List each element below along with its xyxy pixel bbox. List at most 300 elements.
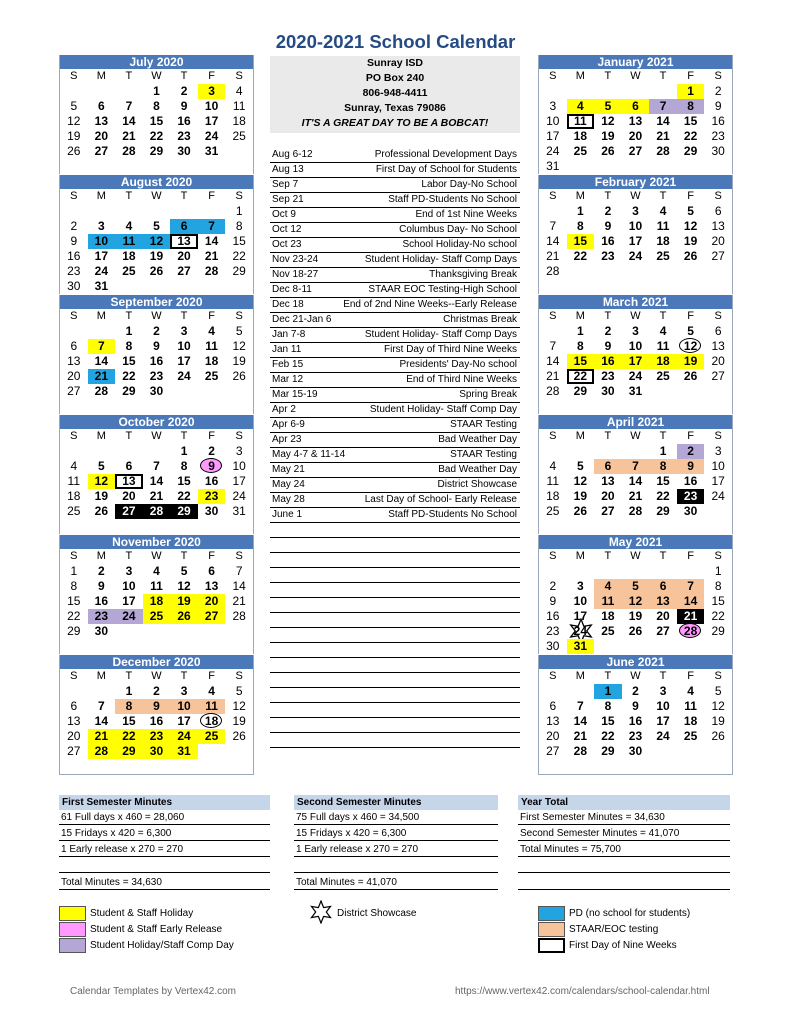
blank-event-line: [270, 642, 520, 643]
day-number: 12: [683, 339, 698, 353]
month-header: January 2021: [539, 55, 732, 69]
day-number: 2: [208, 444, 215, 458]
day-number: 9: [153, 339, 160, 353]
weekday-label: S: [714, 550, 722, 562]
day-cell: [60, 399, 88, 414]
day-number: 22: [67, 609, 81, 623]
day-cell: [704, 459, 732, 474]
day-cell: [649, 249, 677, 264]
day-number: 13: [628, 114, 643, 128]
day-cell: [143, 594, 171, 609]
day-cell: [704, 279, 732, 294]
day-number: 6: [70, 699, 78, 713]
day-number: 25: [122, 264, 136, 278]
day-cell: [88, 444, 116, 459]
day-cell: [115, 639, 143, 654]
day-cell: [170, 624, 198, 639]
day-cell: [198, 219, 226, 234]
day-cell: [88, 234, 116, 249]
day-cell: [567, 354, 595, 369]
day-number: 30: [67, 279, 81, 293]
weekday-label: S: [70, 70, 78, 82]
day-number: 22: [122, 729, 136, 743]
day-cell: [677, 279, 705, 294]
day-cell: [567, 519, 595, 534]
day-cell: [198, 504, 226, 519]
day-cell: [60, 489, 88, 504]
day-cell: [115, 564, 143, 579]
day-cell: [594, 264, 622, 279]
day-number: 29: [67, 624, 81, 638]
day-cell: [225, 744, 253, 759]
summary-row: Total Minutes = 75,700: [518, 842, 730, 857]
day-number: 23: [94, 609, 109, 623]
day-cell: [60, 204, 88, 219]
day-number: 13: [711, 339, 725, 353]
day-number: 21: [94, 729, 109, 743]
summary-row: [59, 858, 270, 873]
day-cell: [567, 219, 595, 234]
day-cell: [539, 84, 567, 99]
day-number: 7: [549, 339, 557, 353]
day-number: 1: [687, 84, 694, 98]
day-number: 15: [601, 714, 615, 728]
week-row: [539, 579, 732, 594]
blank-event-line: [270, 732, 520, 733]
event-description: Staff PD-Students No School: [388, 194, 517, 205]
day-number: 18: [232, 114, 246, 128]
day-cell: [115, 249, 143, 264]
weekday-label: T: [180, 190, 188, 202]
blank-event-line: [270, 582, 520, 583]
event-description: Student Holiday- Staff Comp Days: [364, 254, 517, 265]
day-cell: [143, 114, 171, 129]
day-cell: [88, 519, 116, 534]
day-number: 15: [177, 474, 191, 488]
day-number: 8: [180, 459, 188, 473]
day-cell: [677, 594, 705, 609]
month-header: December 2020: [60, 655, 253, 669]
day-number: 25: [149, 609, 164, 623]
week-row: [60, 99, 253, 114]
weekday-label: T: [180, 70, 188, 82]
day-cell: [704, 729, 732, 744]
day-number: 31: [94, 279, 109, 293]
day-cell: [88, 684, 116, 699]
event-date: June 1: [272, 509, 303, 520]
day-cell: [567, 339, 595, 354]
day-number: 7: [235, 564, 243, 578]
day-cell: [594, 324, 622, 339]
day-cell: [198, 159, 226, 174]
day-cell: [567, 144, 595, 159]
weekday-label: M: [96, 190, 106, 202]
day-cell: [88, 159, 116, 174]
day-number: 6: [208, 564, 215, 578]
weekday-label: S: [235, 430, 243, 442]
day-cell: [567, 324, 595, 339]
day-number: 14: [628, 474, 643, 488]
day-cell: [170, 699, 198, 714]
day-cell: [622, 624, 650, 639]
day-cell: [677, 639, 705, 654]
day-number: 4: [70, 459, 78, 473]
day-number: 9: [98, 579, 105, 593]
legend-comp-swatch: [59, 938, 86, 953]
day-cell: [198, 759, 226, 774]
day-cell: [567, 399, 595, 414]
day-number: 10: [204, 99, 219, 113]
day-cell: [115, 369, 143, 384]
day-cell: [88, 324, 116, 339]
summary-row: 1 Early release x 270 = 270: [59, 842, 270, 857]
day-number: 19: [601, 129, 615, 143]
day-cell: [594, 99, 622, 114]
day-cell: [198, 324, 226, 339]
event-description: End of 2nd Nine Weeks--Early Release: [343, 299, 517, 310]
day-number: 13: [67, 714, 81, 728]
day-cell: [594, 579, 622, 594]
event-row: [270, 327, 520, 343]
day-cell: [594, 234, 622, 249]
summary-row: First Semester Minutes = 34,630: [518, 810, 730, 825]
event-description: First Day of School for Students: [375, 164, 517, 175]
day-number: 5: [235, 684, 243, 698]
day-cell: [170, 684, 198, 699]
day-cell: [622, 729, 650, 744]
day-number: 18: [656, 354, 670, 368]
day-number: 6: [714, 324, 722, 338]
day-cell: [539, 684, 567, 699]
day-cell: [539, 459, 567, 474]
weekday-label: F: [687, 430, 694, 442]
weekday-label: W: [151, 190, 162, 202]
day-cell: [143, 684, 171, 699]
day-cell: [115, 699, 143, 714]
week-row: [539, 114, 732, 129]
day-cell: [60, 354, 88, 369]
day-cell: [539, 714, 567, 729]
day-cell: [225, 99, 253, 114]
day-cell: [143, 759, 171, 774]
day-cell: [60, 459, 88, 474]
day-cell: [677, 609, 705, 624]
day-number: 5: [604, 99, 612, 113]
day-number: 30: [601, 384, 615, 398]
day-cell: [88, 624, 116, 639]
event-date: Apr 2: [272, 404, 296, 415]
day-cell: [594, 114, 622, 129]
day-cell: [225, 144, 253, 159]
day-number: 4: [659, 324, 667, 338]
summary-row: 75 Full days x 460 = 34,500: [294, 810, 498, 825]
day-number: 1: [659, 444, 667, 458]
legend-pd-swatch: [538, 906, 565, 921]
day-number: 13: [94, 114, 109, 128]
day-cell: [567, 114, 595, 129]
weekday-label: M: [96, 550, 106, 562]
day-number: 12: [601, 114, 615, 128]
day-cell: [622, 684, 650, 699]
day-number: 21: [683, 609, 698, 623]
day-number: 8: [153, 99, 160, 113]
day-number: 4: [125, 219, 133, 233]
day-number: 4: [687, 684, 694, 698]
blank-event-line: [270, 597, 520, 598]
day-cell: [594, 624, 622, 639]
day-cell: [594, 699, 622, 714]
week-row: [539, 489, 732, 504]
month-header: August 2020: [60, 175, 253, 189]
day-cell: [170, 279, 198, 294]
day-number: 15: [573, 354, 588, 368]
day-number: 28: [656, 144, 670, 158]
day-cell: [649, 759, 677, 774]
day-cell: [539, 594, 567, 609]
day-number: 27: [67, 384, 81, 398]
event-description: STAAR EOC Testing-High School: [368, 284, 517, 295]
day-number: 22: [711, 609, 725, 623]
day-cell: [60, 99, 88, 114]
day-cell: [539, 504, 567, 519]
week-row: [539, 324, 732, 339]
day-cell: [170, 519, 198, 534]
day-number: 9: [180, 99, 188, 113]
day-cell: [60, 84, 88, 99]
day-number: 31: [177, 744, 191, 758]
day-cell: [143, 159, 171, 174]
day-number: 26: [149, 264, 164, 278]
day-cell: [143, 609, 171, 624]
day-cell: [649, 639, 677, 654]
day-number: 21: [122, 129, 136, 143]
day-cell: [143, 99, 171, 114]
day-cell: [60, 504, 88, 519]
day-number: 2: [687, 444, 694, 458]
legend-showcase-label: District Showcase: [337, 908, 417, 919]
day-cell: [622, 339, 650, 354]
summary-row: 1 Early release x 270 = 270: [294, 842, 498, 857]
week-row: [539, 504, 732, 519]
day-number: 4: [208, 684, 215, 698]
day-number: 18: [683, 714, 698, 728]
day-cell: [622, 399, 650, 414]
day-number: 26: [67, 144, 81, 158]
event-description: Bad Weather Day: [438, 434, 517, 445]
week-row: [60, 564, 253, 579]
day-number: 12: [573, 474, 588, 488]
day-number: 23: [628, 729, 643, 743]
day-cell: [649, 279, 677, 294]
day-number: 30: [177, 144, 191, 158]
day-cell: [539, 219, 567, 234]
day-number: 19: [94, 489, 109, 503]
day-cell: [170, 219, 198, 234]
day-cell: [704, 759, 732, 774]
day-cell: [539, 249, 567, 264]
month-december-2020: [59, 655, 254, 775]
day-number: 27: [67, 744, 81, 758]
day-cell: [704, 489, 732, 504]
day-number: 1: [180, 444, 188, 458]
event-date: May 24: [272, 479, 305, 490]
day-cell: [677, 519, 705, 534]
day-number: 1: [714, 564, 722, 578]
event-description: Thanksgiving Break: [429, 269, 517, 280]
day-cell: [60, 684, 88, 699]
day-number: 29: [656, 504, 670, 518]
day-number: 5: [235, 324, 243, 338]
month-header: September 2020: [60, 295, 253, 309]
week-row: [60, 84, 253, 99]
event-date: Oct 23: [272, 239, 302, 250]
weekday-label: S: [714, 70, 722, 82]
weekday-label: S: [70, 190, 78, 202]
day-cell: [539, 384, 567, 399]
day-cell: [88, 264, 116, 279]
weekday-label: M: [575, 550, 585, 562]
weekday-label: S: [70, 550, 78, 562]
day-cell: [60, 474, 88, 489]
day-cell: [594, 339, 622, 354]
day-cell: [198, 474, 226, 489]
event-description: Bad Weather Day: [438, 464, 517, 475]
legend-firstday-label: First Day of Nine Weeks: [569, 940, 677, 951]
day-cell: [225, 699, 253, 714]
week-row: [60, 144, 253, 159]
day-number: 23: [683, 489, 698, 503]
day-cell: [649, 594, 677, 609]
day-cell: [649, 204, 677, 219]
day-number: 8: [125, 699, 133, 713]
day-cell: [143, 279, 171, 294]
day-cell: [567, 234, 595, 249]
day-number: 31: [573, 639, 588, 653]
day-number: 10: [177, 339, 191, 353]
day-cell: [594, 639, 622, 654]
day-number: 30: [546, 639, 560, 653]
event-row: [270, 282, 520, 298]
day-number: 11: [574, 114, 587, 128]
day-cell: [704, 129, 732, 144]
weekday-label: W: [151, 430, 162, 442]
event-description: District Showcase: [437, 479, 517, 490]
day-cell: [88, 504, 116, 519]
day-cell: [567, 744, 595, 759]
day-cell: [143, 384, 171, 399]
day-number: 22: [177, 489, 191, 503]
day-cell: [622, 699, 650, 714]
day-cell: [704, 744, 732, 759]
day-number: 10: [573, 594, 588, 608]
week-row: [60, 594, 253, 609]
district-phone: 806-948-4411: [362, 87, 428, 99]
month-march-2021: [538, 295, 733, 414]
event-date: May 28: [272, 494, 305, 505]
day-cell: [225, 594, 253, 609]
day-cell: [704, 624, 732, 639]
day-cell: [649, 744, 677, 759]
month-november-2020: [59, 535, 254, 654]
week-row: [60, 219, 253, 234]
day-number: 27: [94, 144, 109, 158]
event-date: Oct 12: [272, 224, 302, 235]
day-cell: [594, 384, 622, 399]
day-number: 10: [546, 114, 560, 128]
event-date: Oct 9: [272, 209, 296, 220]
day-cell: [567, 444, 595, 459]
legend-holiday-label: Student & Staff Holiday: [90, 908, 194, 919]
day-cell: [225, 339, 253, 354]
day-number: 24: [94, 264, 109, 278]
day-cell: [143, 729, 171, 744]
day-cell: [143, 444, 171, 459]
day-cell: [622, 129, 650, 144]
week-row: [539, 459, 732, 474]
day-number: 14: [149, 474, 164, 488]
day-cell: [115, 594, 143, 609]
day-cell: [115, 234, 143, 249]
day-cell: [539, 234, 567, 249]
day-cell: [60, 564, 88, 579]
summary-total: Total Minutes = 34,630: [59, 875, 270, 890]
day-cell: [88, 384, 116, 399]
weekday-label: S: [70, 310, 78, 322]
weekday-label: F: [208, 70, 215, 82]
day-number: 9: [153, 699, 160, 713]
day-cell: [704, 99, 732, 114]
day-cell: [225, 579, 253, 594]
day-number: 13: [122, 474, 136, 488]
day-number: 19: [711, 714, 725, 728]
day-cell: [143, 504, 171, 519]
week-row: [539, 264, 732, 279]
day-number: 20: [628, 129, 643, 143]
day-cell: [143, 234, 171, 249]
day-cell: [567, 594, 595, 609]
event-date: Sep 21: [272, 194, 304, 205]
day-cell: [115, 84, 143, 99]
week-row: [60, 474, 253, 489]
day-cell: [115, 579, 143, 594]
week-row: [60, 504, 253, 519]
day-cell: [60, 114, 88, 129]
weekday-label: M: [575, 190, 585, 202]
month-april-2021: [538, 415, 733, 534]
day-cell: [622, 234, 650, 249]
day-number: 28: [94, 744, 109, 758]
day-cell: [115, 729, 143, 744]
day-cell: [225, 264, 253, 279]
day-number: 15: [122, 714, 136, 728]
day-cell: [704, 369, 732, 384]
day-cell: [170, 579, 198, 594]
event-row: [270, 267, 520, 283]
day-number: 5: [577, 459, 584, 473]
day-number: 28: [94, 384, 109, 398]
day-number: 6: [549, 699, 557, 713]
day-cell: [594, 684, 622, 699]
day-number: 23: [67, 264, 81, 278]
week-row: [539, 519, 732, 534]
day-number: 7: [125, 99, 133, 113]
day-number: 6: [659, 579, 667, 593]
legend-holiday-swatch: [59, 906, 86, 921]
weekday-label: W: [151, 550, 162, 562]
day-number: 2: [70, 219, 78, 233]
day-cell: [143, 324, 171, 339]
day-number: 27: [601, 504, 615, 518]
